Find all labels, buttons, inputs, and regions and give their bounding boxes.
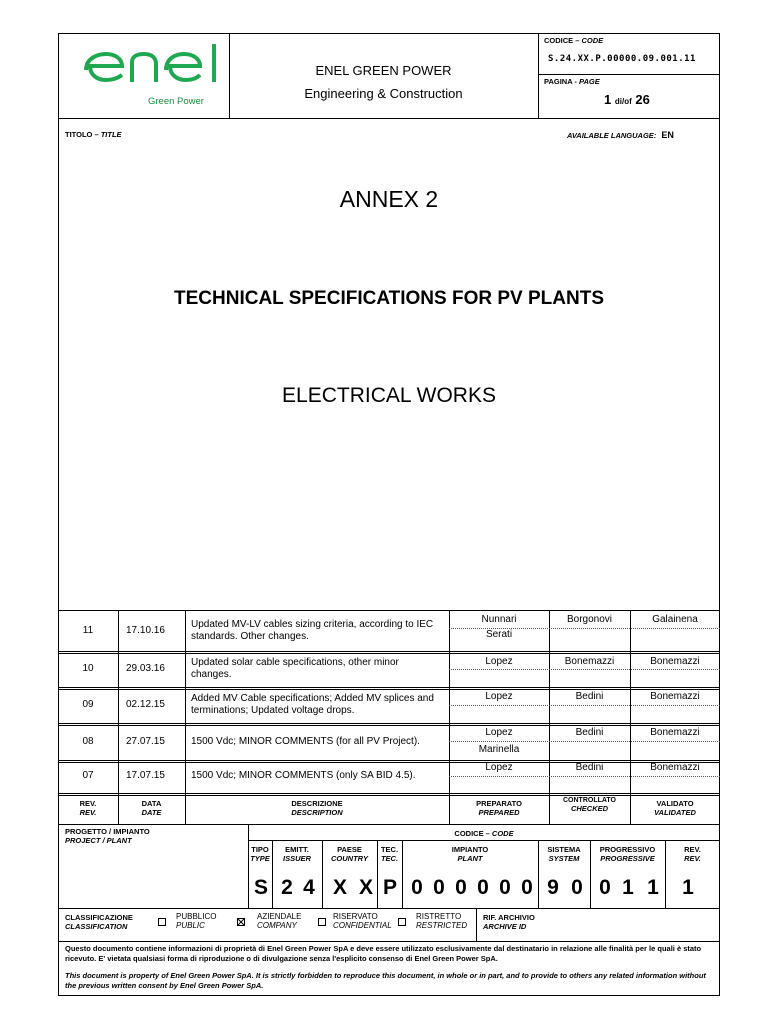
code-char <box>697 874 719 902</box>
rev-header-prepared-it: PREPARATO <box>476 799 522 808</box>
rev-dotted-line <box>449 776 720 777</box>
rev-row-divider <box>58 795 720 796</box>
rev-number: 11 <box>82 625 94 636</box>
rev-header-desc-it: DESCRIZIONE <box>291 799 343 808</box>
checkbox-public[interactable] <box>158 918 166 926</box>
code-char: 4 <box>303 876 315 899</box>
rev-validated: Galainena <box>652 614 698 625</box>
rev-date: 17.07.15 <box>126 770 165 781</box>
title-label: TITOLO – TITLE <box>65 130 122 139</box>
rev-header-date-it: DATA <box>141 799 162 808</box>
rev-prepared: Lopez <box>485 656 513 667</box>
language-label-text: AVAILABLE LANGUAGE: <box>567 131 657 140</box>
option-restricted <box>416 912 467 930</box>
rev-header-desc <box>185 799 449 817</box>
option-restricted-en: RESTRICTED <box>416 921 468 930</box>
rev-dotted-line <box>449 669 720 670</box>
page-counter <box>604 92 650 107</box>
rev-header-desc-en: DESCRIPTION <box>291 808 343 817</box>
option-confidential-en: CONFIDENTIAL <box>333 921 392 930</box>
rev-prepared: Lopez <box>485 691 513 702</box>
footer-notice-en: This document is property of Enel Green Power SpA. It is strictly forbidden to reproduce this document, in whole or in part, and to provide to others any related information without the previous written consent by Enel Green Power SpA. <box>65 971 706 990</box>
page-label: PAGINA - PAGE <box>544 77 600 86</box>
archive-label <box>483 913 535 931</box>
code-char: 0 <box>455 876 467 899</box>
rev-row-divider <box>58 653 720 654</box>
rev-validated: Bonemazzi <box>650 727 700 738</box>
code-col-rev <box>665 845 720 863</box>
option-company-it: AZIENDALE <box>257 912 302 921</box>
rev-header-checked <box>549 797 630 813</box>
rev-row-divider <box>58 723 720 724</box>
classification-label-en: CLASSIFICATION <box>65 922 128 931</box>
code-char: 1 <box>682 876 694 899</box>
code-col-issuer-it: EMITT. <box>285 845 309 854</box>
rev-dotted-line <box>449 705 720 706</box>
page-number: 1 <box>604 92 612 107</box>
option-public-en: PUBLIC <box>176 921 205 930</box>
page-label-en: PAGE <box>579 77 600 86</box>
checkbox-restricted[interactable] <box>398 918 406 926</box>
code-col-type-it: TIPO <box>251 845 269 854</box>
checked-x-icon <box>237 918 245 926</box>
code-col-system-en: SYSTEM <box>548 854 580 863</box>
rev-row-divider <box>58 651 720 652</box>
rev-date: 29.03.16 <box>126 663 165 674</box>
project-code-label-en: CODE <box>491 829 514 838</box>
code-char: 2 <box>281 876 293 899</box>
code-col-system-it: SISTEMA <box>547 845 581 854</box>
code-col-plant-it: IMPIANTO <box>451 845 489 854</box>
rev-description: Updated solar cable specifications, other minor changes. <box>191 657 399 680</box>
rev-date: 27.07.15 <box>126 736 165 747</box>
rev-col-divider <box>449 610 450 824</box>
code-char: 0 <box>477 876 489 899</box>
section-title: ELECTRICAL WORKS <box>282 384 496 407</box>
checkbox-confidential[interactable] <box>318 918 326 926</box>
code-header-line <box>248 840 720 841</box>
code-char: 0 <box>499 876 511 899</box>
project-label <box>65 827 150 845</box>
code-col-rev-it: REV. <box>684 845 701 854</box>
classification-divider <box>476 908 477 941</box>
rev-checked: Bedini <box>575 691 604 702</box>
project-label-it: PROGETTO / IMPIANTO <box>65 827 150 836</box>
rev-row-divider <box>58 687 720 688</box>
rev-description: 1500 Vdc; MINOR COMMENTS (only SA BID 4.5). <box>191 770 416 781</box>
rev-checked: Bonemazzi <box>564 656 615 667</box>
code-col-issuer <box>272 845 322 863</box>
rev-header-date-en: DATE <box>141 808 162 817</box>
rev-row-divider <box>58 793 720 794</box>
rev-row-divider <box>58 760 720 761</box>
footer-notice-it: Questo documento contiene informazioni di proprietà di Enel Green Power SpA e deve essere utilizzato esclusivamente dal destinatario in relazione alle finalità per le quali è stato ricevuto. E' vietata qualsiasi forma di riproduzione o di divulgazione senza l'esplicito consenso di Enel Green Power SpA. <box>65 944 702 963</box>
option-company-en: COMPANY <box>257 921 297 930</box>
rev-description: 1500 Vdc; MINOR COMMENTS (for all PV Project). <box>191 736 420 747</box>
code-char: S <box>253 876 268 899</box>
code-col-rev-en: REV. <box>684 854 701 863</box>
title-label-it: TITOLO <box>65 130 93 139</box>
code-col-plant <box>402 845 538 863</box>
rev-number: 07 <box>82 770 94 781</box>
code-col-tec-it: TEC. <box>380 845 399 854</box>
rev-validated: Bonemazzi <box>650 656 700 667</box>
code-col-progressive-en: PROGRESSIVE <box>600 854 655 863</box>
rev-date: 17.10.16 <box>126 625 165 636</box>
rev-row-divider <box>58 689 720 690</box>
rev-checked: Borgonovi <box>566 614 613 625</box>
classification-bottom-line <box>58 941 720 942</box>
code-col-country-it: PAESE <box>337 845 362 854</box>
rev-checked: Bedini <box>575 762 604 773</box>
rev-table-bottom <box>58 824 720 825</box>
classification-label <box>65 913 133 931</box>
rev-header-rev-en: REV. <box>79 808 97 817</box>
option-public-it: PUBBLICO <box>176 912 217 921</box>
page-label-it: PAGINA <box>544 77 573 86</box>
code-col-type-en: TYPE <box>250 854 270 863</box>
archive-label-it: RIF. ARCHIVIO <box>483 913 535 922</box>
code-col-plant-en: PLANT <box>457 854 483 863</box>
rev-header-checked-en: CHECKED <box>570 804 609 813</box>
rev-row-divider <box>58 725 720 726</box>
project-code-label: CODICE – CODE <box>454 829 514 838</box>
code-char: X <box>358 876 373 899</box>
code-char: 0 <box>521 876 533 899</box>
code-col-tec <box>377 845 402 863</box>
code-char: 0 <box>599 876 611 899</box>
code-col-type <box>248 845 272 863</box>
rev-header-rev <box>58 799 118 817</box>
project-label-en: PROJECT / PLANT <box>65 836 132 845</box>
rev-header-prepared-en: PREPARED <box>478 808 520 817</box>
rev-col-divider <box>630 610 631 824</box>
rev-prepared: Lopez <box>485 727 513 738</box>
enel-logo <box>78 40 223 112</box>
annex-title: ANNEX 2 <box>339 186 439 212</box>
code-label-en: CODE <box>581 36 604 45</box>
rev-number: 10 <box>82 663 94 674</box>
rev-date: 02.12.15 <box>126 699 165 710</box>
rev-dotted-line <box>449 741 720 742</box>
code-char: P <box>382 876 397 899</box>
rev-description: Added MV Cable specifications; Added MV splices and terminations; Updated voltage drops. <box>191 693 434 716</box>
rev-number: 08 <box>82 736 94 747</box>
header-bottom-line <box>58 118 720 119</box>
archive-label-en: ARCHIVE ID <box>483 922 527 931</box>
classification-label-it: CLASSIFICAZIONE <box>65 913 133 922</box>
project-bottom-line <box>58 908 720 909</box>
rev-prepared: Nunnari <box>481 614 517 625</box>
rev-prepared: Lopez <box>485 762 513 773</box>
rev-prepared-2: Marinella <box>478 744 520 755</box>
code-char: 0 <box>433 876 445 899</box>
option-public <box>176 912 216 930</box>
code-char: 9 <box>547 876 559 899</box>
company-name: ENEL GREEN POWER <box>315 63 452 78</box>
code-col-system <box>538 845 590 863</box>
rev-header-validated-it: VALIDATO <box>656 799 694 808</box>
language-label <box>567 130 674 140</box>
rev-header-prepared <box>449 799 549 817</box>
rev-prepared-2: Serati <box>485 629 513 640</box>
code-page-divider <box>538 74 720 75</box>
checkbox-company[interactable] <box>237 918 245 926</box>
option-confidential-it: RISERVATO <box>333 912 378 921</box>
rev-col-divider <box>549 610 550 824</box>
code-label-it: CODICE <box>544 36 574 45</box>
document-subtitle: TECHNICAL SPECIFICATIONS FOR PV PLANTS <box>174 288 604 309</box>
rev-header-validated-en: VALIDATED <box>654 808 696 817</box>
title-label-en: TITLE <box>100 130 122 139</box>
document-code: S.24.XX.P.00000.09.001.11 <box>548 54 696 64</box>
rev-number: 09 <box>82 699 94 710</box>
code-char: 1 <box>647 876 659 899</box>
header-divider <box>538 33 539 118</box>
rev-header-date <box>118 799 185 817</box>
option-confidential <box>333 912 392 930</box>
code-col-issuer-en: ISSUER <box>283 854 311 863</box>
rev-validated: Bonemazzi <box>650 691 700 702</box>
option-restricted-it: RISTRETTO <box>416 912 462 921</box>
option-company <box>257 912 301 930</box>
code-col-progressive <box>590 845 665 863</box>
project-code-label-it: CODICE <box>454 829 484 838</box>
rev-col-divider <box>118 610 119 824</box>
rev-col-divider <box>185 610 186 824</box>
code-col-tec-en: TEC. <box>380 854 399 863</box>
rev-header-validated <box>630 799 720 817</box>
page-total: 26 <box>635 92 650 107</box>
rev-header-rev-it: REV. <box>79 799 97 808</box>
code-char: 0 <box>411 876 423 899</box>
rev-header-checked-it: CONTROLLATO <box>562 797 616 804</box>
rev-table-top <box>58 610 720 611</box>
rev-description: Updated MV-LV cables sizing criteria, according to IEC standards. Other changes. <box>191 619 434 642</box>
division-name: Engineering & Construction <box>304 86 463 101</box>
code-col-progressive-it: PROGRESSIVO <box>599 845 656 854</box>
rev-validated: Bonemazzi <box>650 762 700 773</box>
code-label: CODICE – CODE <box>544 36 604 45</box>
code-char: 1 <box>622 876 634 899</box>
rev-checked: Bedini <box>575 727 604 738</box>
logo-sub: Green Power <box>148 96 204 107</box>
code-col-country <box>322 845 377 863</box>
code-char: X <box>332 876 347 899</box>
code-col-country-en: COUNTRY <box>331 854 368 863</box>
language-value: EN <box>661 130 674 140</box>
code-char: 0 <box>571 876 583 899</box>
page-of: di/of <box>614 97 632 106</box>
